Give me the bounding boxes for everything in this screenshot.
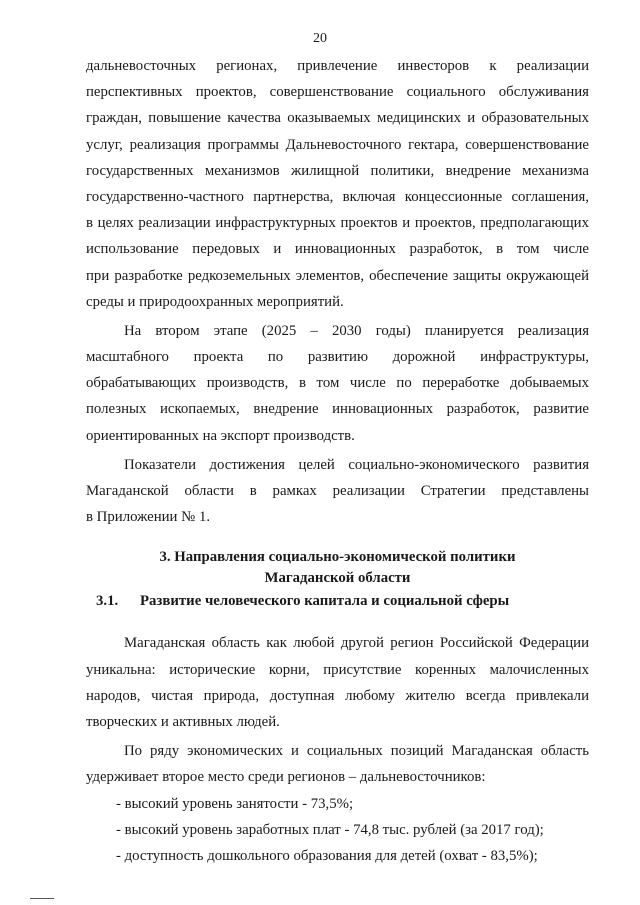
text-line: ориентированных на экспорт производств. (86, 427, 355, 444)
text-line: На втором этапе (2025 – 2030 годы) планируется реализация (124, 322, 589, 339)
text-line: при разработке редкоземельных элементов, обеспечение защиты окружающей (86, 267, 589, 284)
text-line: в Приложении № 1. (86, 509, 211, 526)
text-line: масштабного проекта по развитию дорожной инфраструктуры, (86, 349, 589, 366)
page-number: 20 (313, 31, 327, 46)
text-line: По ряду экономических и социальных позиций Магаданская область (124, 743, 589, 760)
page-content (86, 53, 589, 869)
text-line: государственных механизмов жилищной политики, внедрение механизма (86, 162, 589, 179)
list-item: - высокий уровень заработных плат - 74,8 тыс. рублей (за 2017 год); (116, 821, 544, 838)
text-line: удерживает второе место среди регионов – дальневосточников: (86, 769, 486, 786)
text-line: уникальна: исторические корни, присутствие коренных малочисленных (86, 661, 589, 678)
text-line: Магаданской области в рамках реализации Стратегии представлены (86, 483, 589, 499)
text-line: Показатели достижения целей социально-экономического развития (124, 456, 589, 473)
paragraph-second-stage (86, 318, 589, 449)
section-heading-line: Магаданской области (264, 570, 411, 587)
list-item: - доступность дошкольного образования для детей (охват - 83,5%); (116, 847, 538, 864)
text-line: обрабатывающих производств, в том числе по переработке добываемых (86, 375, 589, 392)
text-line: Магаданская область как любой другой регион Российской Федерации (124, 635, 589, 652)
subsection-title: Развитие человеческого капитала и социальной сферы (140, 593, 510, 610)
text-line: творческих и активных людей. (86, 713, 280, 730)
paragraph-positions (86, 738, 589, 790)
text-line: перспективных проектов, совершенствование социального обслуживания (86, 84, 589, 101)
bullet-list (86, 791, 589, 870)
paragraph-uniqueness (86, 630, 589, 735)
subsection-number: 3.1. (96, 593, 119, 610)
text-line: в целях реализации инфраструктурных проектов и проектов, предполагающих (86, 215, 589, 232)
paragraph-indicators (86, 452, 589, 531)
text-line: народов, чистая природа, доступная любому жителю всегда привлекали (86, 687, 589, 704)
list-item: - высокий уровень занятости - 73,5%; (116, 795, 354, 812)
text-line: полезных ископаемых, внедрение инновационных разработок, развитие (86, 401, 589, 418)
footer-rule (30, 898, 54, 899)
text-line: дальневосточных регионах, привлечение инвесторов к реализации (86, 58, 589, 74)
text-line: граждан, повышение качества оказываемых медицинских и образовательных (86, 110, 589, 127)
section-heading (86, 547, 589, 589)
subsection-heading (86, 589, 589, 613)
text-line: использование передовых и инновационных разработок, в том числе (86, 241, 589, 258)
text-line: государственно-частного партнерства, включая концессионные соглашения, (86, 188, 589, 205)
text-line: среды и природоохранных мероприятий. (86, 293, 344, 310)
paragraph-continuation (86, 53, 589, 315)
section-heading-line: 3. Направления социально-экономической политики (159, 549, 516, 566)
text-line: услуг, реализация программы Дальневосточного гектара, совершенствование (86, 136, 589, 153)
